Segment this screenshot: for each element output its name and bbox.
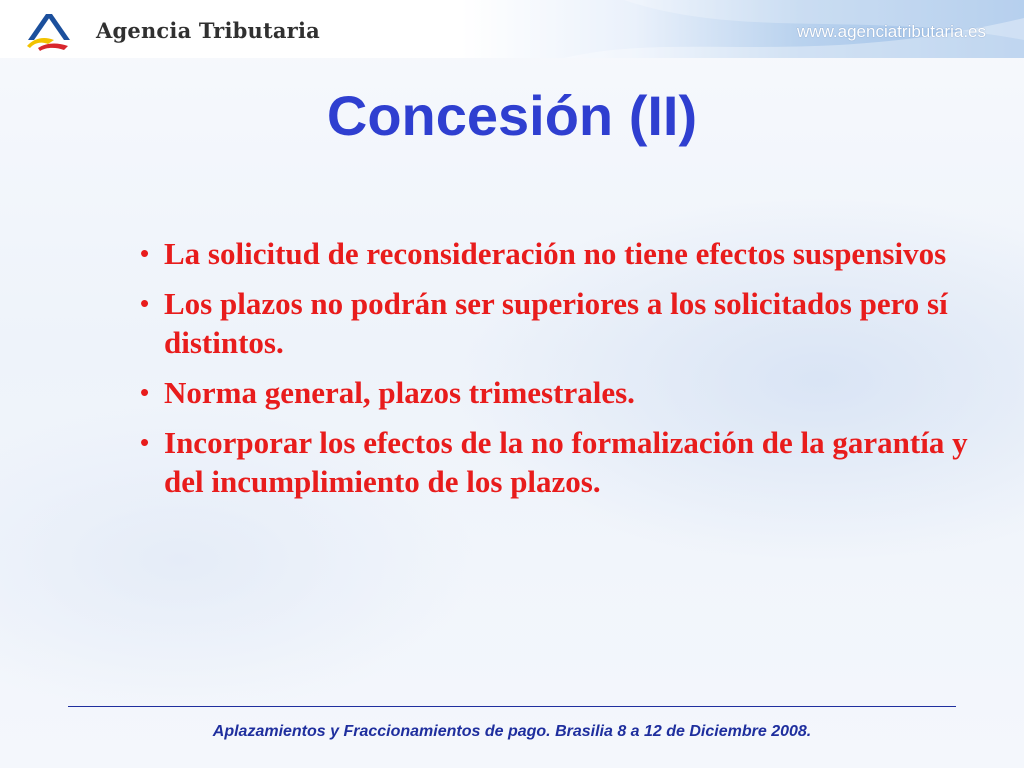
bullet-text: La solicitud de reconsideración no tiene efectos suspensivos bbox=[164, 236, 947, 271]
footer-divider bbox=[68, 706, 956, 707]
bullet-item bbox=[140, 373, 990, 412]
brand-name: Agencia Tributaria bbox=[96, 18, 320, 43]
slide-title: Concesión (II) bbox=[326, 84, 698, 147]
bullet-text: Norma general, plazos trimestrales. bbox=[164, 375, 635, 410]
agencia-tributaria-logo-icon bbox=[24, 10, 72, 52]
bullet-marker: • bbox=[140, 288, 150, 318]
bullet-text: Los plazos no podrán ser superiores a los solicitados pero sí distintos. bbox=[164, 286, 948, 360]
bullet-marker: • bbox=[140, 377, 150, 407]
bullet-item bbox=[140, 284, 990, 362]
bullet-text: Incorporar los efectos de la no formalización de la garantía y del incumplimiento de los plazos. bbox=[164, 425, 968, 499]
bullet-marker: • bbox=[140, 238, 150, 268]
slide-header bbox=[0, 0, 1024, 58]
bullet-item bbox=[140, 423, 990, 501]
bullet-marker: • bbox=[140, 427, 150, 457]
bullet-list bbox=[140, 234, 990, 512]
website-url: www.agenciatributaria.es bbox=[797, 22, 986, 41]
bullet-item bbox=[140, 234, 990, 273]
footer-text: Aplazamientos y Fraccionamientos de pago. Brasilia 8 a 12 de Diciembre 2008. bbox=[212, 723, 812, 740]
